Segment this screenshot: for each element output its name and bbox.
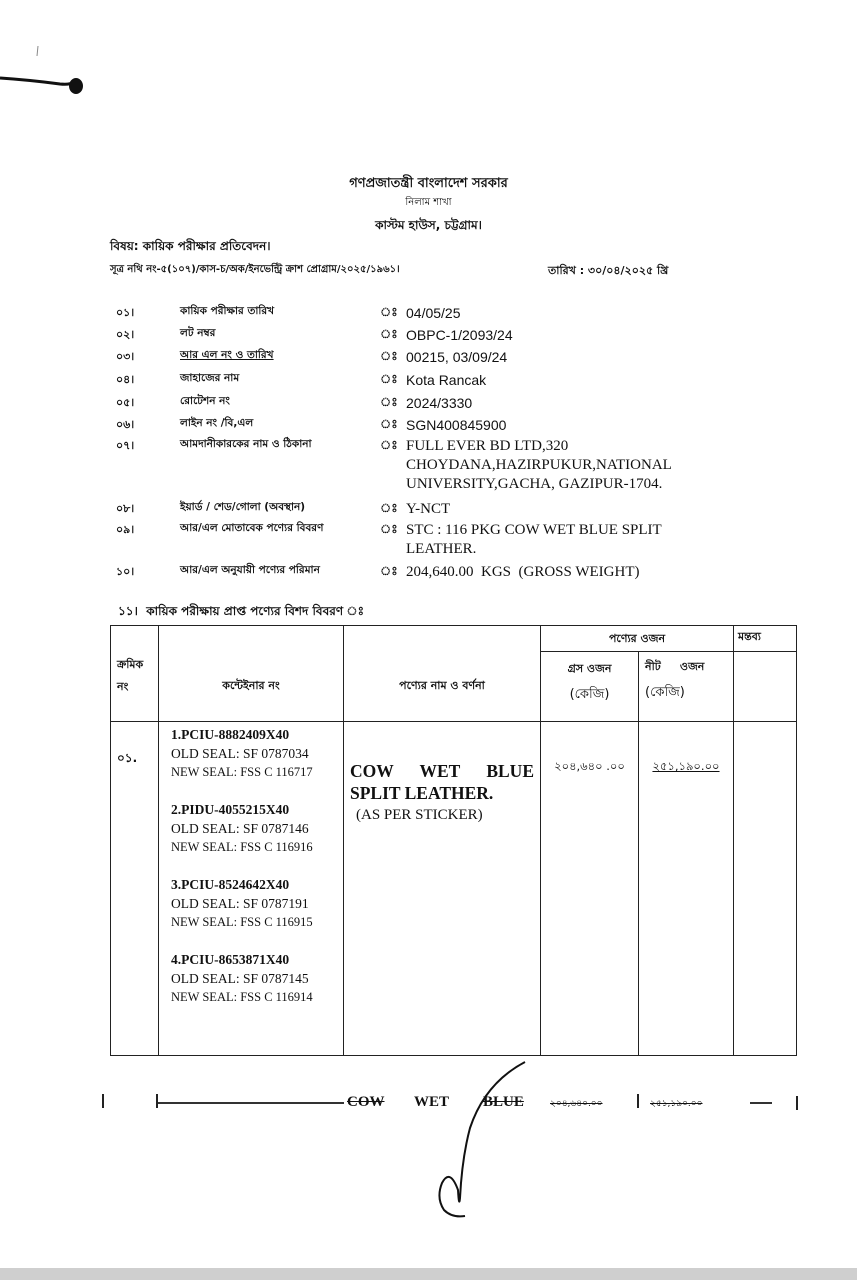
field-value: SGN400845900 — [406, 417, 507, 433]
header-serial: ক্রমিক নং — [111, 626, 159, 722]
field-label: ইয়ার্ড / শেড/গোলা (অবস্থান) — [180, 501, 306, 513]
field-value: 04/05/25 — [406, 305, 461, 321]
cell-gross-weight: ২০৪,৬৪০ .০০ — [541, 722, 639, 1056]
field-colon: ঃ — [380, 438, 398, 452]
cell-serial: ০১. — [111, 722, 159, 1056]
cell-goods-description — [344, 722, 541, 1056]
field-value-line: LEATHER. — [406, 541, 477, 557]
field-value-line: UNIVERSITY,GACHA, GAZIPUR-1704. — [406, 476, 663, 492]
field-label: আর এল নং ও তারিখ — [180, 349, 274, 361]
header-weight-group: পণ্যের ওজন — [541, 626, 734, 652]
cell-remarks — [734, 722, 797, 1056]
field-label: কায়িক পরীক্ষার তারিখ — [180, 305, 275, 317]
field-colon: ঃ — [380, 327, 398, 341]
field-colon: ঃ — [380, 564, 398, 578]
container-id: 1.PCIU-8882409X40 — [171, 727, 290, 742]
field-value: Y-NCT — [406, 501, 451, 517]
new-seal: NEW SEAL: FSS C 116914 — [171, 990, 313, 1004]
field-label: আর/এল অনুযায়ী পণ্যের পরিমান — [180, 564, 320, 576]
field-value-line: FULL EVER BD LTD,320 — [406, 438, 569, 454]
cell-net-weight: ২৫১,১৯০.০০ — [639, 722, 734, 1056]
subject-line: বিষয়: কায়িক পরীক্ষার প্রতিবেদন। — [110, 239, 271, 253]
old-seal: OLD SEAL: SF 0787034 — [171, 746, 309, 761]
goods-details-table — [110, 625, 797, 1056]
struck-text: COW — [347, 1094, 385, 1110]
bottom-gray-bar — [0, 1268, 857, 1280]
field-label: লট নম্বর — [180, 327, 216, 339]
table-row — [111, 722, 797, 1056]
old-seal: OLD SEAL: SF 0787191 — [171, 896, 309, 911]
struck-text: WET — [414, 1094, 450, 1110]
field-value: 204,640.00 KGS (GROSS WEIGHT) — [406, 564, 640, 580]
goods-line: COW WET BLUE — [350, 761, 534, 781]
field-value-multiline — [406, 521, 662, 559]
field-colon: ঃ — [380, 522, 398, 536]
field-colon: ঃ — [380, 349, 398, 363]
field-number: ০৭। — [116, 439, 135, 452]
field-number: ১০। — [116, 565, 135, 578]
office-name: কাস্টম হাউস, চট্টগ্রাম। — [375, 218, 482, 232]
header-gross-weight: গ্রস ওজন (কেজি) — [541, 652, 639, 722]
field-label: রোটেশন নং — [180, 395, 230, 407]
container-id: 4.PCIU-8653871X40 — [171, 952, 290, 967]
government-title: গণপ্রজাতন্ত্রী বাংলাদেশ সরকার — [349, 176, 508, 191]
field-value-multiline — [406, 437, 672, 494]
field-number: ০৬। — [116, 418, 135, 431]
container-id: 2.PIDU-4055215X40 — [171, 802, 290, 817]
reference-number: সূত্র নথি নং-৫(১০৭)/কাস-চ/অক/ইনভেন্ট্রি ক্রাশ প্রোগ্রাম/২০২৫/১৯৬১। — [110, 264, 400, 275]
field-label: জাহাজের নাম — [180, 372, 240, 384]
ink-mark-decoration — [0, 40, 110, 100]
struck-net: ২৫১,১৯০.০০ — [650, 1099, 703, 1109]
field-value: Kota Rancak — [406, 372, 487, 388]
old-seal: OLD SEAL: SF 0787145 — [171, 971, 309, 986]
field-colon: ঃ — [380, 501, 398, 515]
header-goods: পণ্যের নাম ও বর্ণনা — [344, 626, 541, 722]
header-net-weight: নীট ওজন (কেজি) — [639, 652, 734, 722]
struck-gross: ২০৪,৬৪০.০০ — [550, 1099, 603, 1109]
new-seal: NEW SEAL: FSS C 116915 — [171, 915, 313, 929]
field-colon: ঃ — [380, 305, 398, 319]
section-11-heading: ১১। কায়িক পরীক্ষায় প্রাপ্ত পণ্যের বিশদ বিবরণ ঃ — [118, 604, 365, 618]
field-value-line: STC : 116 PKG COW WET BLUE SPLIT — [406, 522, 662, 538]
branch-name: নিলাম শাখা — [405, 197, 452, 208]
field-number: ০৫। — [116, 396, 135, 409]
new-seal: NEW SEAL: FSS C 116916 — [171, 840, 313, 854]
document-date: তারিখ : ৩০/০৪/২০২৫ খ্রি — [548, 264, 669, 277]
field-label: লাইন নং /বি,এল — [180, 417, 254, 429]
field-number: ০৮। — [116, 502, 135, 515]
container-id: 3.PCIU-8524642X40 — [171, 877, 290, 892]
field-number: ০২। — [116, 328, 135, 341]
struck-text: BLUE — [483, 1094, 524, 1110]
header-remarks-empty — [734, 652, 797, 722]
field-number: ০১। — [116, 306, 135, 319]
cell-containers — [159, 722, 344, 1056]
goods-note: (AS PER STICKER) — [356, 807, 483, 823]
field-value: OBPC-1/2093/24 — [406, 327, 513, 343]
field-value: 00215, 03/09/24 — [406, 349, 508, 365]
field-value: 2024/3330 — [406, 395, 473, 411]
field-number: ০৩। — [116, 350, 135, 363]
new-seal: NEW SEAL: FSS C 116717 — [171, 765, 313, 779]
field-colon: ঃ — [380, 417, 398, 431]
field-colon: ঃ — [380, 395, 398, 409]
field-number: ০৯। — [116, 523, 135, 536]
field-label: আর/এল মোতাবেক পণ্যের বিবরণ — [180, 522, 324, 534]
field-value-line: CHOYDANA,HAZIRPUKUR,NATIONAL — [406, 457, 672, 473]
field-number: ০৪। — [116, 373, 135, 386]
goods-line: SPLIT LEATHER. — [350, 783, 494, 803]
old-seal: OLD SEAL: SF 0787146 — [171, 821, 309, 836]
header-remarks: মন্তব্য — [734, 626, 797, 652]
header-container: কন্টেইনার নং — [159, 626, 344, 722]
field-colon: ঃ — [380, 372, 398, 386]
signature-mark — [430, 1058, 530, 1228]
field-label: আমদানীকারকের নাম ও ঠিকানা — [180, 438, 312, 450]
